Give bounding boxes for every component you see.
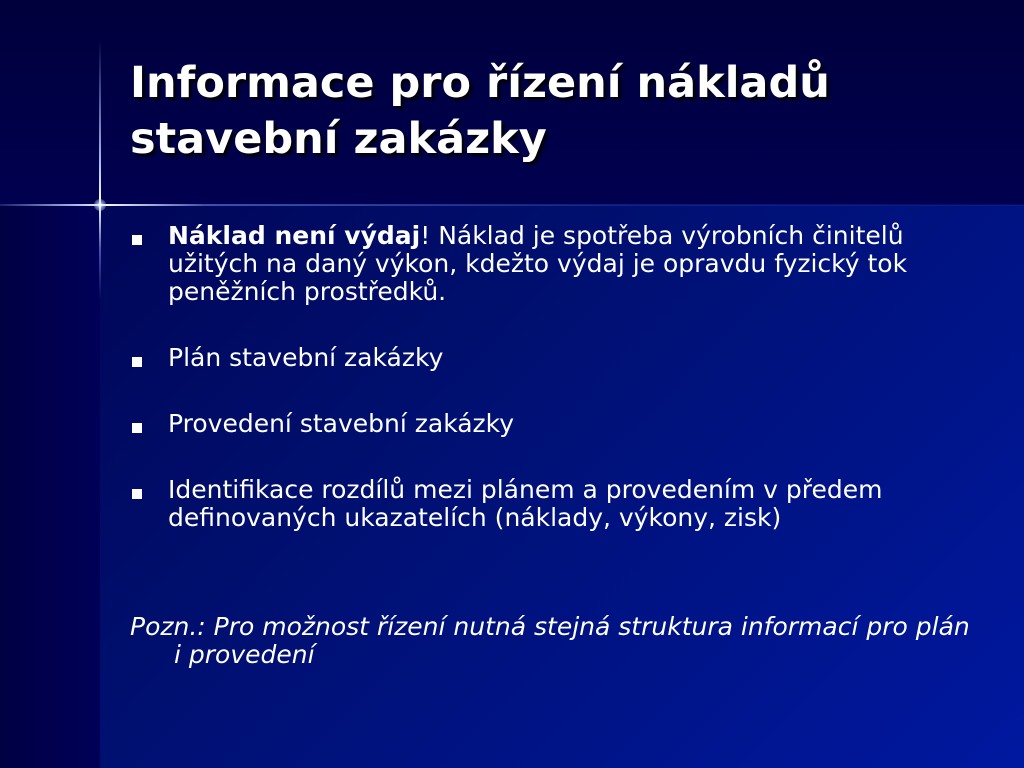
bullet-text: ! Náklad je spotřeba výrobních činitelů užitých na daný výkon, kdežto výdaj je opravdu fyzický tok peněžních prostředků. bbox=[168, 221, 908, 306]
bullet-bold-text: Náklad není výdaj bbox=[168, 221, 421, 250]
title-line-2: stavební zakázky bbox=[130, 114, 547, 164]
bullet-text: Identifikace rozdílů mezi plánem a provedením v předem definovaných ukazatelích (náklady, výkony, zisk) bbox=[168, 475, 883, 532]
bullet-square-icon bbox=[132, 357, 142, 367]
bullet-square-icon bbox=[132, 489, 142, 499]
title-line-1: Informace pro řízení nákladů bbox=[130, 58, 830, 108]
bullet-square-icon bbox=[132, 235, 142, 245]
sparkle-icon bbox=[94, 199, 106, 211]
bullet-item bbox=[130, 410, 930, 438]
slide-title bbox=[130, 55, 990, 167]
bullet-text: Plán stavební zakázky bbox=[168, 343, 444, 372]
slide-note: Pozn.: Pro možnost řízení nutná stejná struktura informací pro plán i provedení bbox=[130, 612, 970, 669]
bullet-square-icon bbox=[132, 423, 142, 433]
bullet-text: Provedení stavební zakázky bbox=[168, 409, 515, 438]
bullet-item bbox=[130, 344, 930, 372]
bullet-item bbox=[130, 476, 930, 532]
bullet-item bbox=[130, 222, 930, 306]
bullet-list bbox=[130, 222, 930, 570]
horizontal-accent-line bbox=[0, 204, 1024, 206]
vertical-accent-line bbox=[99, 40, 101, 300]
